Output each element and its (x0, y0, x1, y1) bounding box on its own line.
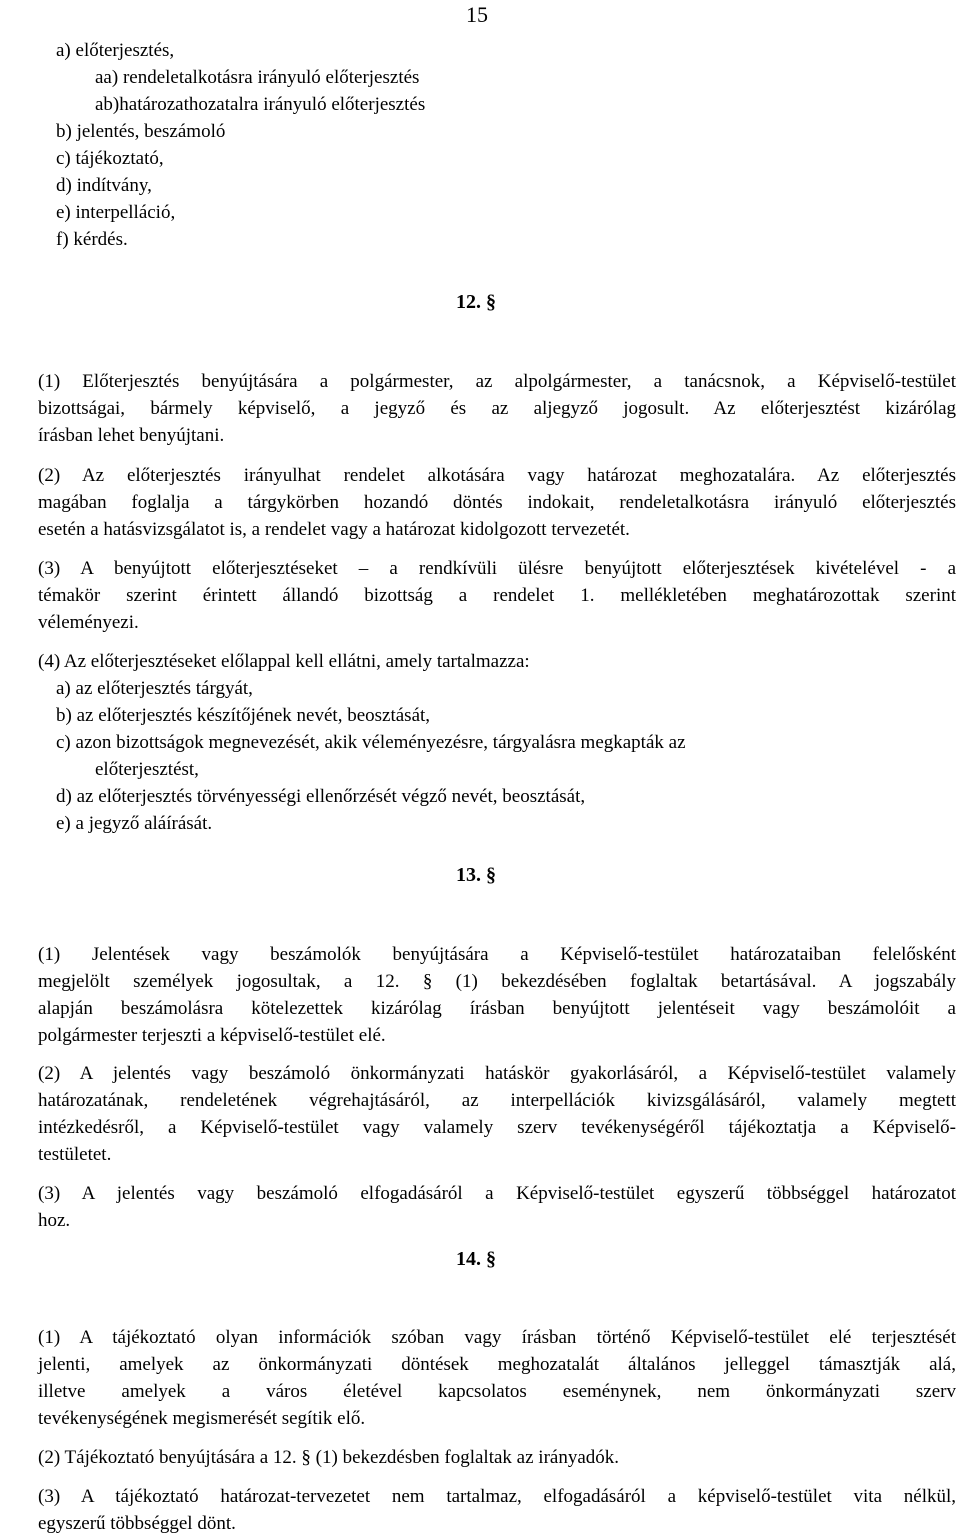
paragraph-line: intézkedésről, a Képviselő-testület vagy valamely szerv tevékenységéről tájékoztatja a Képviselő- (38, 1117, 956, 1138)
paragraph-line: illetve amelyek a város életével kapcsolatos eseménynek, nem önkormányzati szerv (38, 1381, 956, 1402)
paragraph-line: (1) A tájékoztató olyan információk szóban vagy írásban történő Képviselő-testület elé terjesztését (38, 1327, 956, 1348)
page-number: 15 (466, 2, 488, 27)
section-heading: 14. § (456, 1248, 496, 1270)
paragraph-line: tevékenységének megismerését segítik elő. (38, 1408, 366, 1429)
list-item: e) a jegyző aláírását. (56, 813, 213, 834)
list-item: c) azon bizottságok megnevezését, akik véleményezésre, tárgyalásra megkapták az (56, 732, 686, 753)
list-item: a) az előterjesztés tárgyát, (56, 678, 253, 699)
list-item: aa) rendeletalkotásra irányuló előterjesztés (95, 67, 420, 88)
paragraph-line: (1) Előterjesztés benyújtására a polgármester, az alpolgármester, a tanácsnok, a Képviselő-testület (38, 371, 956, 392)
paragraph-line: egyszerű többséggel dönt. (38, 1513, 236, 1534)
paragraph-line: (2) Tájékoztató benyújtására a 12. § (1) bekezdésben foglaltak az irányadók. (38, 1447, 620, 1468)
list-item: b) jelentés, beszámoló (56, 121, 226, 142)
section-heading: 13. § (456, 864, 496, 886)
paragraph-line: magában foglalja a tárgykörben hozandó döntés indokait, rendeletalkotásra irányuló előterjesztés (38, 492, 956, 513)
section-heading: 12. § (456, 291, 496, 313)
paragraph-line: megjelölt személyek jogosultak, a 12. § (1) bekezdésében foglaltak betartásával. A jogszabály (38, 971, 956, 992)
paragraph-line: témakör szerint érintett állandó bizottság a rendelet 1. mellékletében meghatározottak szerint (38, 585, 956, 606)
paragraph-line: (2) A jelentés vagy beszámoló önkormányzati hatáskör gyakorlásáról, a Képviselő-testület valamely (38, 1063, 956, 1084)
paragraph-line: (3) A jelentés vagy beszámoló elfogadásáról a Képviselő-testület egyszerű többséggel határozatot (38, 1183, 956, 1204)
paragraph-line: polgármester terjeszti a képviselő-testület elé. (38, 1025, 386, 1046)
paragraph-line: határozatának, rendeletének végrehajtásáról, az interpellációk kivizsgálásáról, valamely megtett (38, 1090, 956, 1111)
paragraph-line: véleményezi. (38, 612, 139, 633)
list-item: d) az előterjesztés törvényességi ellenőrzését végző nevét, beosztását, (56, 786, 586, 807)
paragraph-line: alapján beszámolásra kötelezettek kizárólag írásban benyújtott jelentéseit vagy beszámolóit a (38, 998, 956, 1019)
paragraph-line: (4) Az előterjesztéseket előlappal kell ellátni, amely tartalmazza: (38, 651, 530, 672)
paragraph-line: (1) Jelentések vagy beszámolók benyújtására a Képviselő-testület határozataiban felelősként (38, 944, 956, 965)
paragraph-line: írásban lehet benyújtani. (38, 425, 225, 446)
list-item: előterjesztést, (95, 759, 199, 780)
paragraph-line: esetén a hatásvizsgálatot is, a rendelet vagy a határozat kidolgozott tervezetét. (38, 519, 630, 540)
paragraph-line: (3) A tájékoztató határozat-tervezetet nem tartalmaz, elfogadásáról a képviselő-testület vita nélkül, (38, 1486, 956, 1507)
list-item: d) indítvány, (56, 175, 152, 196)
list-item: f) kérdés. (56, 229, 128, 250)
list-item: b) az előterjesztés készítőjének nevét, beosztását, (56, 705, 431, 726)
paragraph-line: testületet. (38, 1144, 112, 1165)
paragraph-line: (2) Az előterjesztés irányulhat rendelet alkotására vagy határozat meghozatalára. Az előterjesztés (38, 465, 956, 486)
paragraph-line: (3) A benyújtott előterjesztéseket – a rendkívüli ülésre benyújtott előterjesztések kivételével - a (38, 558, 956, 579)
list-item: ab)határozathozatalra irányuló előterjesztés (95, 94, 426, 115)
list-item: a) előterjesztés, (56, 40, 175, 61)
list-item: e) interpelláció, (56, 202, 176, 223)
paragraph-line: bizottságai, bármely képviselő, a jegyző és az aljegyző jogosult. Az előterjesztést kizárólag (38, 398, 956, 419)
paragraph-line: hoz. (38, 1210, 71, 1231)
list-item: c) tájékoztató, (56, 148, 164, 169)
paragraph-line: jelenti, amelyek az önkormányzati döntések meghozatalát általános jelleggel támasztják alá, (38, 1354, 956, 1375)
